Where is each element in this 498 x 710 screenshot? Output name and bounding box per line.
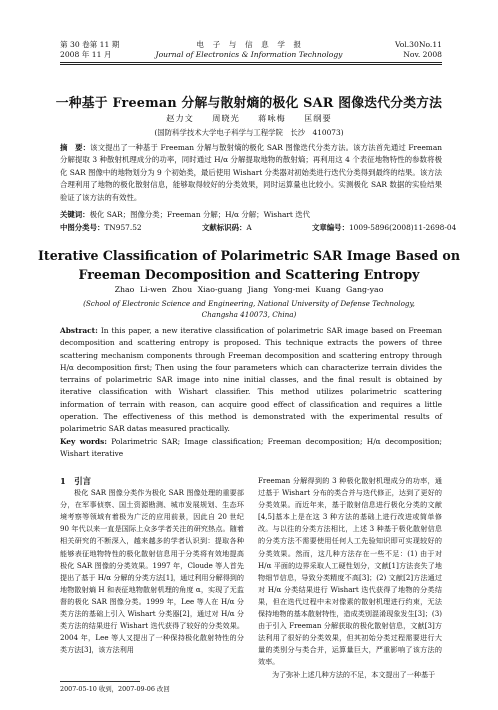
en-abstract-text: In this paper, a new iterative classification of polarimetric SAR image based on Freeman decomposition and scattering entropy is proposed. This technique extracts the powers of three scattering mechanism components through Freeman decomposition and scattering entropy through H/α decomposition first; Then using the four parameters which can characterize terrain divides the terrains of polarimetric SAR image into nine initial classes, and the final result is obtained by iterative classification with Wishart classifier. This method utilizes polarimetric scattering information of terrain with reason, can acquire good effect of classification and requires a little operation. The effectiveness of this method is demonstrated with the experimental results of polarimetric SAR datas measured practically.: [60, 326, 442, 434]
zh-abstract: [60, 142, 442, 204]
en-title-line2: Freeman Decomposition and Scattering Entropy: [78, 267, 420, 282]
en-title-line1: Iterative Classification of Polarimetric SAR Image Based on: [38, 248, 460, 263]
en-affiliation-line2: Changsha 410073, China): [201, 310, 297, 319]
en-affiliation-line1: (School of Electronic Science and Engineering, National University of Defense Technology,: [83, 299, 415, 308]
en-authors: Zhao Li-wen Zhou Xiao-guang Jiang Yong-mei Kuang Gang-yao: [114, 285, 384, 294]
clc-number: [60, 222, 142, 233]
header-vol-no: Vol.30No.11: [394, 40, 442, 49]
clc-value: TN957.52: [104, 223, 142, 232]
body-paragraph-right-1: Freeman 分解得到的 3 种极化散射机理成分的功率，通过基于 Wishart 分布的类合并与迭代修正，达到了更好的分类效果。而近年来，基于散射信息进行极化分类的文献[4,5]基本上是在这 3 种方法的基础上进行改进或简单修改。与以往的分类方法相比，上述 3 种基于极化散射信息的分类方法不需要使用任何人工先验知识即可实现较好的分类效果。然而，这几种方法存在一些不足：(1) 由于对 H/α 平面的边界采取人工硬性划分，文献[1]方法丧失了地物细节信息，导致分类精度不高[3]；(2) 文献[2]方法通过对 H/α 分类结果进行 Wishart 迭代获得了地物的分类结果，但在迭代过程中未对像素的散射机理进行约束，无法保持地物的基本散射特性，造成类别混淆现象发生[3]；(3) 由于引入 Freeman 分解获取的极化散射信息，文献[3]方法利用了很好的分类效果，但其初始分类过程需要进行大量的类别分与类合并，运算量巨大，严重影响了该方法的效率。: [258, 476, 442, 667]
zh-abstract-text: 该文提出了一种基于 Freeman 分解与散射熵的极化 SAR 图像迭代分类方法。该方法首先通过 Freeman 分解提取 3 种散射机理成分的功率，同时通过 H/α 分解提取地物的散射熵；再利用这 4 个表征地物特性的参数将极化 SAR 图像中的地物划分为 9 个初始类，最后使用 Wishart 分类器对初始类进行迭代分类得到最终的结果。该方法合理利用了地物的极化散射信息，能够取得较好的分类效果，同时运算量也比较小。实测极化 SAR 数据的实验结果验证了该方法的有效性。: [60, 143, 442, 202]
doc-code: [202, 222, 252, 233]
header-volume: 第 30 卷第 11 期: [60, 40, 120, 49]
clc-label: 中图分类号：: [60, 223, 105, 232]
header-date: 2008 年 11 月: [60, 50, 112, 59]
header-journal-zh: 电 子 与 信 息 学 报: [196, 40, 302, 49]
classification-line: [60, 222, 457, 234]
article-number: [312, 222, 456, 233]
zh-title: 一种基于 Freeman 分解与散射熵的极化 SAR 图像迭代分类方法: [55, 96, 443, 111]
zh-keywords-label: 关键词：: [60, 210, 90, 219]
zh-keywords: [60, 209, 442, 221]
zh-authors: 赵力文 周晓光 蒋咏梅 匡纲要: [166, 113, 332, 123]
en-abstract-label: Abstract:: [60, 326, 98, 335]
zh-abstract-label: 摘 要：: [60, 143, 91, 152]
body-right-column: [258, 475, 442, 681]
section-heading: 1 引言: [60, 476, 91, 486]
header-month: Nov. 2008: [403, 50, 442, 59]
footnote-rule: [60, 681, 140, 682]
en-keywords-text: Polarimetric SAR; Image classification; Freeman decomposition; H/α decomposition; Wishart iterative: [60, 437, 442, 459]
en-keywords: [60, 436, 442, 461]
doc-value: A: [246, 223, 252, 232]
header-rule-2: [60, 64, 442, 65]
article-label: 文章编号：: [312, 223, 349, 232]
en-abstract: [60, 325, 442, 436]
header-journal-en: Journal of Electronics & Information Technology: [155, 50, 343, 59]
header-rule: [60, 62, 442, 63]
en-keywords-label: Key words:: [60, 437, 107, 446]
body-paragraph-right-2: 为了弥补上述几种方法的不足，本文提出了一种基于: [272, 669, 436, 679]
body-left-column: [60, 475, 244, 656]
doc-label: 文献标识码：: [202, 223, 247, 232]
header-volume-en: [395, 40, 442, 60]
zh-affiliation: (国防科学技术大学电子科学与工程学院 长沙 410073): [154, 128, 344, 137]
footnote: 2007-05-10 收到，2007-09-06 改回: [60, 685, 170, 693]
body-paragraph-left: 极化 SAR 图像分类作为极化 SAR 图像处理的重要部分，在军事侦察、国土资源勘测、城市发展规划、生态环境考察等领域有着极为广泛的应用前景，因此自 20 世纪 90 年代以来一直是国际上众多学者关注的研究热点。随着相关研究的不断深入，越来越多的学者认识到：提取各种能够表征地物特性的极化散射信息用于分类将有效地提高极化 SAR 图像的分类效果。1997 年，Cloude 等人首先提出了基于 H/α 分解的分类方法[1]，通过利用分解得到的地物散射熵 H 和表征地物散射机理的角度 α，实现了无监督的极化 SAR 图像分类。1999 年，Lee 等人在 H/α 分类方法的基础上引入 Wishart 分类器[2]，通过对 H/α 分类方法的结果进行 Wishart 迭代获得了较好的分类效果。2004 年，Lee 等人又提出了一种保持极化散射特性的分类方法[3]，该方法利用: [60, 488, 244, 655]
article-value: 1009-5896(2008)11-2698-04: [348, 223, 457, 232]
zh-keywords-text: 极化 SAR；图像分类；Freeman 分解；H/α 分解；Wishart 迭代: [89, 210, 310, 219]
